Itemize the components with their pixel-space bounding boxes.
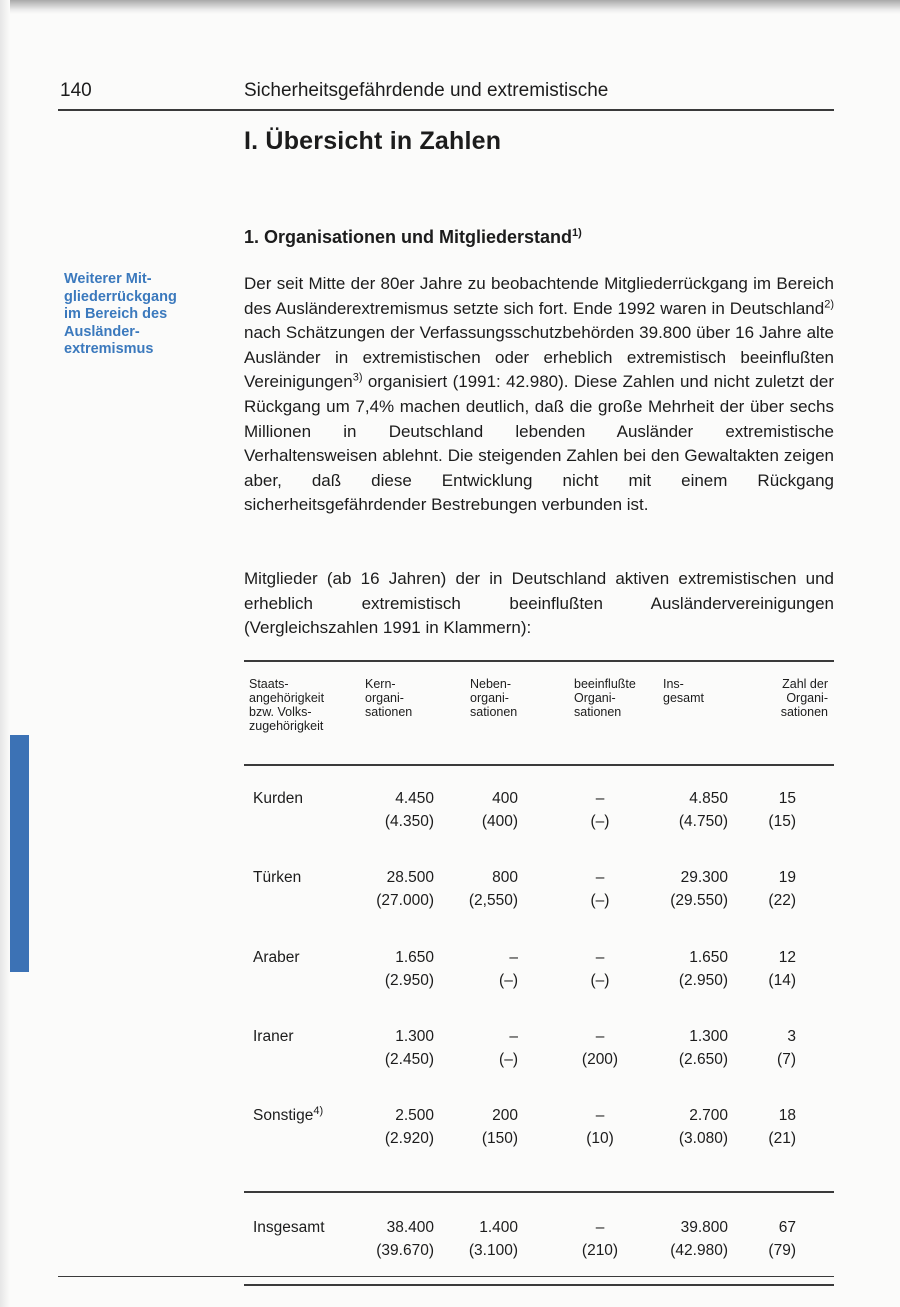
value-1991: (–) (590, 972, 610, 989)
margin-note-line: Ausländer- (64, 323, 140, 340)
value-1992: 1.650 (395, 949, 434, 966)
footnote-ref-3: 3) (352, 371, 363, 384)
header-line: zugehörigkeit (249, 719, 324, 733)
value-1991: (400) (481, 813, 518, 830)
table-bottom-rule (244, 1284, 834, 1286)
cell-core (354, 866, 434, 912)
cell-side (448, 1025, 518, 1071)
cell-total (644, 946, 728, 992)
header-line: Staats- (249, 677, 289, 691)
value-1991: (2.950) (384, 972, 434, 989)
value-1992: – (595, 1028, 605, 1045)
cell-total (644, 1104, 728, 1150)
value-1992: 1.650 (689, 949, 728, 966)
table-row (244, 1104, 834, 1154)
row-footnote: 4) (313, 1104, 324, 1117)
row-label (253, 866, 301, 889)
cell-core (354, 1104, 434, 1150)
header-line: gesamt (663, 691, 704, 705)
value-1992: 3 (787, 1028, 796, 1045)
header-line: organi- (470, 691, 509, 705)
value-1991: (7) (777, 1051, 796, 1068)
header-line: Organi- (786, 691, 828, 705)
margin-note (64, 271, 224, 359)
cell-side (448, 946, 518, 992)
row-label (253, 1104, 323, 1127)
value-1992: 400 (492, 790, 518, 807)
value-1991: (–) (590, 892, 610, 909)
value-1992: – (595, 790, 605, 807)
margin-note-line: gliederrückgang (64, 288, 177, 305)
cell-core (354, 787, 434, 833)
cell-side (448, 1104, 518, 1150)
value-1992: – (509, 1028, 518, 1045)
value-1992: 39.800 (680, 1219, 728, 1236)
paragraph-text: organisiert (1991: 42.980). Diese Zahlen und nicht zuletzt der Rückgang um 7,4% machen deutlich, daß die große Mehrheit der über sechs Millionen in Deutschland lebenden Ausländer extremistische Verhaltensweisen ablehnt. Die steigenden Zahlen bei den Gewaltakten zeigen aber, daß diese Entwicklung nicht mit einem Rückgang sicherheitsgefährdender Bestrebungen verbunden ist. (244, 372, 834, 515)
footnote-ref-2: 2) (824, 297, 834, 310)
header-line: sationen (365, 705, 413, 719)
value-1991: (–) (590, 813, 610, 830)
header-rule (58, 109, 834, 111)
table-row (244, 946, 834, 996)
value-1992: – (509, 949, 518, 966)
header-org-count (754, 677, 828, 719)
value-1992: – (595, 869, 605, 886)
scan-top-shadow (0, 0, 900, 14)
header-line: organi- (365, 691, 404, 705)
value-1991: (22) (768, 892, 796, 909)
header-line: sationen (574, 705, 622, 719)
row-label-text: Sonstige (253, 1107, 314, 1124)
table-row (244, 1025, 834, 1075)
paragraph-table-intro: Mitglieder (ab 16 Jahren) der in Deutschland aktiven extremistischen und erheblich extremistisch beeinflußten Ausländervereinigungen (Vergleichszahlen 1991 in Klammern): (244, 569, 834, 638)
cell-core (354, 1216, 434, 1262)
value-1991: (2.920) (384, 1130, 434, 1147)
header-line: angehörigkeit (249, 691, 325, 705)
value-1991: (4.350) (384, 813, 434, 830)
value-1991: (21) (768, 1130, 796, 1147)
cell-count (764, 1104, 796, 1150)
table-row (244, 787, 834, 837)
value-1992: 18 (778, 1107, 796, 1124)
row-label (253, 1025, 294, 1048)
value-1991: (42.980) (670, 1242, 728, 1259)
value-1992: 67 (778, 1219, 796, 1236)
value-1991: (210) (581, 1242, 619, 1259)
value-1992: 28.500 (386, 869, 434, 886)
value-1991: (2,550) (468, 892, 518, 909)
value-1992: 2.700 (689, 1107, 728, 1124)
table-row (244, 866, 834, 916)
page-number: 140 (60, 80, 92, 101)
cell-side (448, 1216, 518, 1262)
value-1991: (29.550) (670, 892, 728, 909)
paragraph-text: Der seit Mitte der 80er Jahre zu beobachtende Mitgliederrückgang im Bereich des Ausländerextremismus setzte sich fort. Ende 1992 waren in Deutschland (244, 274, 834, 318)
cell-influenced (570, 1216, 630, 1262)
value-1991: (2.650) (678, 1051, 728, 1068)
value-1992: 1.400 (479, 1219, 518, 1236)
value-1992: 38.400 (386, 1219, 434, 1236)
total-top-rule (244, 1191, 834, 1193)
margin-note-line: Weiterer Mit- (64, 271, 152, 287)
value-1992: 200 (492, 1107, 518, 1124)
value-1991: (14) (768, 972, 796, 989)
value-1992: – (595, 1107, 605, 1124)
cell-influenced (570, 1025, 630, 1071)
cell-total (644, 866, 728, 912)
header-line: Ins- (663, 677, 684, 691)
cell-count (764, 1216, 796, 1262)
value-1992: 4.850 (689, 790, 728, 807)
header-line: Kern- (365, 677, 396, 691)
cell-count (764, 787, 796, 833)
value-1992: – (595, 1219, 605, 1236)
value-1991: (39.670) (376, 1242, 434, 1259)
value-1991: (2.950) (678, 972, 728, 989)
cell-influenced (570, 866, 630, 912)
paragraph-intro (244, 272, 834, 518)
value-1991: (3.080) (678, 1130, 728, 1147)
cell-total (644, 787, 728, 833)
cell-total (644, 1216, 728, 1262)
header-line: Zahl der (782, 677, 828, 691)
value-1991: (4.750) (678, 813, 728, 830)
margin-note-line: extremismus (64, 341, 154, 357)
value-1992: 4.450 (395, 790, 434, 807)
value-1992: 1.300 (395, 1028, 434, 1045)
paragraph-text: nach Schätzungen der Verfassungsschutzbehörden 39.800 über 16 Jahre alte Ausländer in extremistischen oder erheblich extremistisch beeinflußten Vereinigungen (244, 323, 834, 392)
value-1991: (10) (586, 1130, 614, 1147)
cell-count (764, 1025, 796, 1071)
header-line: Organi- (574, 691, 616, 705)
footnote-ref-1: 1) (572, 227, 582, 239)
cell-side (448, 787, 518, 833)
value-1991: (79) (768, 1242, 796, 1259)
value-1991: (3.100) (468, 1242, 518, 1259)
section-title: 1. Organisationen und Mitgliederstand (244, 227, 573, 247)
value-1991: (15) (768, 813, 796, 830)
footer-rule (58, 1276, 834, 1277)
margin-note-line: im Bereich des (64, 306, 168, 322)
table-row-total (244, 1216, 834, 1266)
cell-count (764, 866, 796, 912)
running-title: Sicherheitsgefährdende und extremistische (244, 80, 609, 101)
section-heading (244, 227, 582, 248)
value-1991: (–) (499, 972, 518, 989)
value-1992: 15 (778, 790, 796, 807)
row-label-text: Araber (253, 949, 300, 966)
value-1991: (–) (499, 1051, 518, 1068)
blue-margin-tab (10, 735, 29, 972)
header-core-orgs (365, 677, 435, 719)
cell-influenced (570, 946, 630, 992)
value-1992: 800 (492, 869, 518, 886)
value-1991: (150) (481, 1130, 518, 1147)
value-1992: 29.300 (680, 869, 728, 886)
cell-total (644, 1025, 728, 1071)
header-line: beeinflußte (574, 677, 636, 691)
header-total (663, 677, 723, 705)
header-line: sationen (470, 705, 518, 719)
value-1992: – (595, 949, 605, 966)
header-bottom-rule (244, 764, 834, 766)
value-1992: 1.300 (689, 1028, 728, 1045)
row-label-text: Iraner (253, 1028, 294, 1045)
header-nationality (249, 677, 349, 733)
cell-influenced (570, 1104, 630, 1150)
row-label-text: Türken (253, 869, 302, 886)
value-1992: 12 (778, 949, 796, 966)
table-top-rule (244, 660, 834, 662)
header-influenced-orgs (574, 677, 664, 719)
row-label (253, 787, 303, 810)
cell-count (764, 946, 796, 992)
value-1991: (2.450) (384, 1051, 434, 1068)
header-side-orgs (470, 677, 540, 719)
chapter-heading: I. Übersicht in Zahlen (244, 127, 502, 155)
value-1991: (27.000) (376, 892, 434, 909)
header-line: Neben- (470, 677, 511, 691)
cell-influenced (570, 787, 630, 833)
scan-left-edge (0, 0, 10, 1307)
cell-side (448, 866, 518, 912)
cell-core (354, 946, 434, 992)
header-line: sationen (780, 705, 828, 719)
value-1991: (200) (581, 1051, 619, 1068)
header-line: bzw. Volks- (249, 705, 312, 719)
row-label (253, 946, 300, 969)
row-label: Insgesamt (253, 1219, 325, 1236)
cell-core (354, 1025, 434, 1071)
value-1992: 2.500 (395, 1107, 434, 1124)
value-1992: 19 (778, 869, 796, 886)
row-label-text: Kurden (253, 790, 303, 807)
